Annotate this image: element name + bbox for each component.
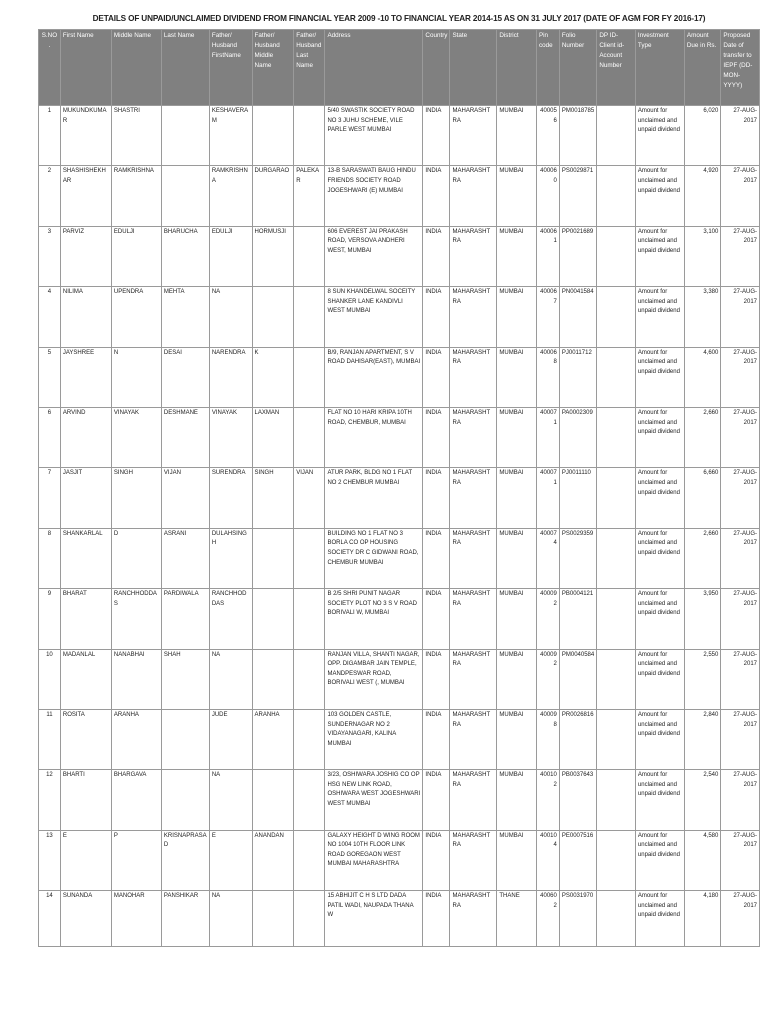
cell-state: MAHARASHTRA: [450, 166, 497, 226]
header-first-name: First Name: [60, 30, 111, 106]
cell-proposed-transfer-date: 27-AUG-2017: [721, 709, 760, 769]
cell-father-last-name: [294, 347, 325, 407]
cell-father-middle-name: ARANHA: [252, 709, 294, 769]
cell-country: INDIA: [423, 407, 450, 467]
cell-middle-name: P: [111, 830, 161, 890]
cell-pin-code: 400102: [536, 770, 559, 830]
cell-country: INDIA: [423, 891, 450, 947]
cell-middle-name: BHARGAVA: [111, 770, 161, 830]
cell-state: MAHARASHTRA: [450, 528, 497, 588]
cell-country: INDIA: [423, 649, 450, 709]
cell-folio-number: PB0004121: [559, 589, 597, 649]
cell-investment-type: Amount for unclaimed and unpaid dividend: [635, 649, 684, 709]
cell-amount-due: 3,950: [684, 589, 720, 649]
cell-first-name: ROSITA: [60, 709, 111, 769]
cell-proposed-transfer-date: 27-AUG-2017: [721, 166, 760, 226]
cell-father-middle-name: [252, 589, 294, 649]
cell-district: MUMBAI: [497, 347, 537, 407]
cell-last-name: [161, 770, 209, 830]
cell-father-last-name: [294, 589, 325, 649]
cell-first-name: MUKUNDKUMAR: [60, 106, 111, 166]
cell-middle-name: RAMKRISHNA: [111, 166, 161, 226]
cell-district: THANE: [497, 891, 537, 947]
cell-country: INDIA: [423, 709, 450, 769]
cell-proposed-transfer-date: 27-AUG-2017: [721, 226, 760, 286]
cell-country: INDIA: [423, 468, 450, 528]
cell-investment-type: Amount for unclaimed and unpaid dividend: [635, 407, 684, 467]
cell-last-name: KRISNAPRASAD: [161, 830, 209, 890]
cell-district: MUMBAI: [497, 649, 537, 709]
cell-investment-type: Amount for unclaimed and unpaid dividend: [635, 226, 684, 286]
cell-father-last-name: [294, 106, 325, 166]
cell-last-name: [161, 166, 209, 226]
cell-pin-code: 400056: [536, 106, 559, 166]
cell-pin-code: 400068: [536, 347, 559, 407]
cell-sno: 13: [39, 830, 61, 890]
cell-father-last-name: [294, 830, 325, 890]
cell-last-name: PANSHIKAR: [161, 891, 209, 947]
cell-father-first-name: E: [209, 830, 252, 890]
cell-dp-id-client-id: [597, 347, 636, 407]
cell-amount-due: 3,380: [684, 287, 720, 347]
cell-amount-due: 4,920: [684, 166, 720, 226]
cell-investment-type: Amount for unclaimed and unpaid dividend: [635, 830, 684, 890]
cell-father-middle-name: [252, 891, 294, 947]
cell-dp-id-client-id: [597, 166, 636, 226]
cell-state: MAHARASHTRA: [450, 226, 497, 286]
cell-pin-code: 400071: [536, 407, 559, 467]
cell-address: 5/40 SWASTIK SOCIETY ROAD NO 3 JUHU SCHEME, VILE PARLE WEST MUMBAI: [325, 106, 423, 166]
unclaimed-dividend-table: [38, 29, 760, 947]
cell-state: MAHARASHTRA: [450, 287, 497, 347]
cell-father-first-name: NA: [209, 770, 252, 830]
cell-father-last-name: [294, 226, 325, 286]
cell-last-name: SHAH: [161, 649, 209, 709]
cell-dp-id-client-id: [597, 226, 636, 286]
cell-folio-number: PE0007516: [559, 830, 597, 890]
cell-district: MUMBAI: [497, 468, 537, 528]
table-row: [39, 770, 760, 830]
cell-first-name: BHARAT: [60, 589, 111, 649]
cell-middle-name: VINAYAK: [111, 407, 161, 467]
cell-amount-due: 2,660: [684, 528, 720, 588]
header-state: State: [450, 30, 497, 106]
cell-investment-type: Amount for unclaimed and unpaid dividend: [635, 468, 684, 528]
cell-amount-due: 2,840: [684, 709, 720, 769]
cell-first-name: SUNANDA: [60, 891, 111, 947]
cell-father-middle-name: [252, 528, 294, 588]
cell-folio-number: PA0002309: [559, 407, 597, 467]
header-investment-type: Investment Type: [635, 30, 684, 106]
cell-sno: 2: [39, 166, 61, 226]
cell-last-name: BHARUCHA: [161, 226, 209, 286]
cell-amount-due: 4,580: [684, 830, 720, 890]
cell-dp-id-client-id: [597, 528, 636, 588]
cell-investment-type: Amount for unclaimed and unpaid dividend: [635, 106, 684, 166]
cell-country: INDIA: [423, 347, 450, 407]
cell-address: GALAXY HEIGHT D WING ROOM NO 1004 10TH FLOOR LINK ROAD GOREGAON WEST MUMBAI MAHARASHTRA: [325, 830, 423, 890]
cell-state: MAHARASHTRA: [450, 830, 497, 890]
table-row: [39, 528, 760, 588]
cell-folio-number: PJ0011110: [559, 468, 597, 528]
cell-last-name: ASRANI: [161, 528, 209, 588]
cell-investment-type: Amount for unclaimed and unpaid dividend: [635, 709, 684, 769]
table-row: [39, 166, 760, 226]
cell-address: 8 SUN KHANDELWAL SOCEITY SHANKER LANE KANDIVLI WEST MUMBAI: [325, 287, 423, 347]
cell-amount-due: 6,020: [684, 106, 720, 166]
cell-first-name: SHANKARLAL: [60, 528, 111, 588]
cell-state: MAHARASHTRA: [450, 589, 497, 649]
cell-state: MAHARASHTRA: [450, 407, 497, 467]
cell-address: 103 GOLDEN CASTLE, SUNDERNAGAR NO 2 VIDAYANAGARI, KALINA MUMBAI: [325, 709, 423, 769]
cell-district: MUMBAI: [497, 528, 537, 588]
cell-dp-id-client-id: [597, 770, 636, 830]
cell-address: 15 ABHIJIT C H S LTD DADA PATIL WADI, NAUPADA THANA W: [325, 891, 423, 947]
cell-proposed-transfer-date: 27-AUG-2017: [721, 468, 760, 528]
header-dp-id-client-id: DP ID-Client id- Account Number: [597, 30, 636, 106]
header-address: Address: [325, 30, 423, 106]
cell-last-name: DESAI: [161, 347, 209, 407]
cell-sno: 4: [39, 287, 61, 347]
cell-middle-name: EDULJI: [111, 226, 161, 286]
table-row: [39, 649, 760, 709]
header-amount-due: Amount Due in Rs.: [684, 30, 720, 106]
cell-pin-code: 400071: [536, 468, 559, 528]
cell-middle-name: UPENDRA: [111, 287, 161, 347]
cell-investment-type: Amount for unclaimed and unpaid dividend: [635, 770, 684, 830]
cell-amount-due: 3,100: [684, 226, 720, 286]
cell-sno: 6: [39, 407, 61, 467]
cell-dp-id-client-id: [597, 407, 636, 467]
cell-district: MUMBAI: [497, 709, 537, 769]
cell-country: INDIA: [423, 226, 450, 286]
cell-folio-number: PM0040584: [559, 649, 597, 709]
cell-middle-name: SINGH: [111, 468, 161, 528]
table-row: [39, 468, 760, 528]
cell-district: MUMBAI: [497, 407, 537, 467]
cell-proposed-transfer-date: 27-AUG-2017: [721, 770, 760, 830]
cell-district: MUMBAI: [497, 589, 537, 649]
cell-amount-due: 2,540: [684, 770, 720, 830]
cell-pin-code: 400060: [536, 166, 559, 226]
cell-investment-type: Amount for unclaimed and unpaid dividend: [635, 287, 684, 347]
cell-folio-number: PN0041584: [559, 287, 597, 347]
cell-father-middle-name: K: [252, 347, 294, 407]
cell-sno: 14: [39, 891, 61, 947]
cell-father-middle-name: [252, 287, 294, 347]
cell-amount-due: 4,600: [684, 347, 720, 407]
cell-first-name: E: [60, 830, 111, 890]
cell-last-name: PARDIWALA: [161, 589, 209, 649]
cell-folio-number: PJ0011712: [559, 347, 597, 407]
cell-address: B/9, RANJAN APARTMENT, S V ROAD DAHISAR(EAST), MUMBAI: [325, 347, 423, 407]
cell-amount-due: 2,660: [684, 407, 720, 467]
header-district: District: [497, 30, 537, 106]
cell-pin-code: 400092: [536, 649, 559, 709]
cell-father-last-name: VIJAN: [294, 468, 325, 528]
header-last-name: Last Name: [161, 30, 209, 106]
header-father-middle-name: Father/ Husband Middle Name: [252, 30, 294, 106]
cell-district: MUMBAI: [497, 287, 537, 347]
cell-address: FLAT NO 10 HARI KRIPA 10TH ROAD, CHEMBUR, MUMBAI: [325, 407, 423, 467]
header-folio-number: Folio Number: [559, 30, 597, 106]
cell-pin-code: 400602: [536, 891, 559, 947]
cell-folio-number: PS0029359: [559, 528, 597, 588]
cell-proposed-transfer-date: 27-AUG-2017: [721, 830, 760, 890]
cell-father-first-name: JUDE: [209, 709, 252, 769]
cell-father-first-name: SURENDRA: [209, 468, 252, 528]
cell-last-name: VIJAN: [161, 468, 209, 528]
cell-middle-name: NANABHAI: [111, 649, 161, 709]
table-body: [39, 106, 760, 947]
cell-address: RANJAN VILLA, SHANTI NAGAR, OPP. DIGAMBAR JAIN TEMPLE, MANDPESWAR ROAD, BORIVALI WEST (, MUMBAI: [325, 649, 423, 709]
cell-father-middle-name: SINGH: [252, 468, 294, 528]
cell-address: 13-B SARASWATI BAUG HINDU FRIENDS SOCIETY ROAD JOGESHWARI (E) MUMBAI: [325, 166, 423, 226]
header-country: Country: [423, 30, 450, 106]
cell-pin-code: 400074: [536, 528, 559, 588]
cell-amount-due: 6,660: [684, 468, 720, 528]
cell-address: ATUR PARK, BLDG NO 1 FLAT NO 2 CHEMBUR MUMBAI: [325, 468, 423, 528]
cell-pin-code: 400067: [536, 287, 559, 347]
cell-father-first-name: VINAYAK: [209, 407, 252, 467]
cell-district: MUMBAI: [497, 226, 537, 286]
cell-dp-id-client-id: [597, 891, 636, 947]
cell-folio-number: PB0037643: [559, 770, 597, 830]
cell-middle-name: N: [111, 347, 161, 407]
cell-middle-name: ARANHA: [111, 709, 161, 769]
cell-investment-type: Amount for unclaimed and unpaid dividend: [635, 589, 684, 649]
cell-investment-type: Amount for unclaimed and unpaid dividend: [635, 891, 684, 947]
cell-address: 3/23, OSHIWARA JOSHIG CO OP HSG NEW LINK ROAD, OSHIWARA WEST JOGESHWARI WEST MUMBAI: [325, 770, 423, 830]
cell-sno: 3: [39, 226, 61, 286]
cell-father-middle-name: [252, 106, 294, 166]
cell-father-first-name: DULAHSINGH: [209, 528, 252, 588]
cell-amount-due: 4,180: [684, 891, 720, 947]
cell-sno: 7: [39, 468, 61, 528]
cell-father-last-name: [294, 649, 325, 709]
cell-first-name: JASJIT: [60, 468, 111, 528]
cell-first-name: BHARTI: [60, 770, 111, 830]
table-row: [39, 347, 760, 407]
cell-proposed-transfer-date: 27-AUG-2017: [721, 891, 760, 947]
cell-state: MAHARASHTRA: [450, 468, 497, 528]
cell-middle-name: D: [111, 528, 161, 588]
cell-folio-number: PM0018785: [559, 106, 597, 166]
cell-dp-id-client-id: [597, 106, 636, 166]
cell-father-middle-name: [252, 649, 294, 709]
cell-dp-id-client-id: [597, 830, 636, 890]
cell-country: INDIA: [423, 106, 450, 166]
cell-dp-id-client-id: [597, 287, 636, 347]
cell-proposed-transfer-date: 27-AUG-2017: [721, 528, 760, 588]
cell-father-first-name: NA: [209, 649, 252, 709]
cell-proposed-transfer-date: 27-AUG-2017: [721, 589, 760, 649]
cell-last-name: [161, 106, 209, 166]
cell-dp-id-client-id: [597, 709, 636, 769]
cell-first-name: SHASHISHEKHAR: [60, 166, 111, 226]
cell-first-name: MADANLAL: [60, 649, 111, 709]
table-header-row: [39, 30, 760, 106]
cell-state: MAHARASHTRA: [450, 347, 497, 407]
cell-pin-code: 400061: [536, 226, 559, 286]
cell-sno: 1: [39, 106, 61, 166]
table-row: [39, 106, 760, 166]
cell-district: MUMBAI: [497, 770, 537, 830]
cell-country: INDIA: [423, 287, 450, 347]
cell-country: INDIA: [423, 528, 450, 588]
cell-middle-name: SHASTRI: [111, 106, 161, 166]
cell-country: INDIA: [423, 166, 450, 226]
cell-father-first-name: RAMKRISHNA: [209, 166, 252, 226]
cell-country: INDIA: [423, 830, 450, 890]
cell-investment-type: Amount for unclaimed and unpaid dividend: [635, 347, 684, 407]
cell-sno: 9: [39, 589, 61, 649]
cell-pin-code: 400098: [536, 709, 559, 769]
cell-folio-number: PR0026816: [559, 709, 597, 769]
table-row: [39, 407, 760, 467]
cell-proposed-transfer-date: 27-AUG-2017: [721, 347, 760, 407]
cell-folio-number: PS0029871: [559, 166, 597, 226]
cell-proposed-transfer-date: 27-AUG-2017: [721, 106, 760, 166]
cell-first-name: PARVIZ: [60, 226, 111, 286]
table-row: [39, 830, 760, 890]
cell-folio-number: PP0021689: [559, 226, 597, 286]
cell-district: MUMBAI: [497, 106, 537, 166]
cell-father-middle-name: ANANDAN: [252, 830, 294, 890]
cell-first-name: NILIMA: [60, 287, 111, 347]
header-father-first-name: Father/ Husband FirstName: [209, 30, 252, 106]
cell-proposed-transfer-date: 27-AUG-2017: [721, 287, 760, 347]
cell-father-first-name: NARENDRA: [209, 347, 252, 407]
table-row: [39, 287, 760, 347]
cell-father-last-name: PALEKAR: [294, 166, 325, 226]
table-row: [39, 891, 760, 947]
cell-state: MAHARASHTRA: [450, 106, 497, 166]
cell-dp-id-client-id: [597, 468, 636, 528]
cell-father-first-name: EDULJI: [209, 226, 252, 286]
cell-father-last-name: [294, 528, 325, 588]
cell-father-first-name: KESHAVERAM: [209, 106, 252, 166]
cell-father-first-name: RANCHHODDAS: [209, 589, 252, 649]
cell-state: MAHARASHTRA: [450, 770, 497, 830]
cell-father-last-name: [294, 891, 325, 947]
cell-middle-name: RANCHHODDAS: [111, 589, 161, 649]
cell-last-name: [161, 709, 209, 769]
header-father-last-name: Father/ Husband Last Name: [294, 30, 325, 106]
cell-father-last-name: [294, 287, 325, 347]
cell-state: MAHARASHTRA: [450, 891, 497, 947]
header-middle-name: Middle Name: [111, 30, 161, 106]
cell-pin-code: 400104: [536, 830, 559, 890]
cell-investment-type: Amount for unclaimed and unpaid dividend: [635, 166, 684, 226]
cell-father-first-name: NA: [209, 891, 252, 947]
cell-sno: 12: [39, 770, 61, 830]
cell-sno: 5: [39, 347, 61, 407]
header-pin-code: Pin code: [536, 30, 559, 106]
table-row: [39, 709, 760, 769]
cell-father-last-name: [294, 709, 325, 769]
cell-dp-id-client-id: [597, 649, 636, 709]
table-row: [39, 589, 760, 649]
cell-pin-code: 400092: [536, 589, 559, 649]
header-proposed-transfer-date: Proposed Date of transfer to IEPF (DD-MON-YYYY): [721, 30, 760, 106]
cell-first-name: JAYSHREE: [60, 347, 111, 407]
cell-dp-id-client-id: [597, 589, 636, 649]
cell-proposed-transfer-date: 27-AUG-2017: [721, 407, 760, 467]
cell-address: B 2/5 SHRI PUNIT NAGAR SOCIETY PLOT NO 3 S V ROAD BORIVALI W, MUMBAI: [325, 589, 423, 649]
cell-father-middle-name: HORMUSJI: [252, 226, 294, 286]
cell-father-middle-name: DURGARAO: [252, 166, 294, 226]
cell-father-last-name: [294, 407, 325, 467]
cell-sno: 8: [39, 528, 61, 588]
cell-state: MAHARASHTRA: [450, 649, 497, 709]
document-title: DETAILS OF UNPAID/UNCLAIMED DIVIDEND FROM FINANCIAL YEAR 2009 -10 TO FINANCIAL YEAR 2014-15 AS ON 31 JULY 2017 (DATE OF AGM FOR FY 2016-17): [92, 14, 706, 23]
cell-country: INDIA: [423, 589, 450, 649]
cell-folio-number: PS0031970: [559, 891, 597, 947]
cell-address: BUILDING NO 1 FLAT NO 3 BORLA CO OP HOUSING SOCIETY DR C GIDWANI ROAD, CHEMBUR MUMBAI: [325, 528, 423, 588]
cell-sno: 11: [39, 709, 61, 769]
cell-state: MAHARASHTRA: [450, 709, 497, 769]
cell-district: MUMBAI: [497, 166, 537, 226]
cell-middle-name: MANOHAR: [111, 891, 161, 947]
cell-father-first-name: NA: [209, 287, 252, 347]
cell-sno: 10: [39, 649, 61, 709]
cell-father-last-name: [294, 770, 325, 830]
cell-amount-due: 2,550: [684, 649, 720, 709]
cell-country: INDIA: [423, 770, 450, 830]
cell-investment-type: Amount for unclaimed and unpaid dividend: [635, 528, 684, 588]
cell-father-middle-name: [252, 770, 294, 830]
cell-proposed-transfer-date: 27-AUG-2017: [721, 649, 760, 709]
cell-district: MUMBAI: [497, 830, 537, 890]
cell-last-name: DESHMANE: [161, 407, 209, 467]
cell-address: 606 EVEREST JAI PRAKASH ROAD, VERSOVA ANDHERI WEST, MUMBAI: [325, 226, 423, 286]
table-row: [39, 226, 760, 286]
header-sno: S.NO.: [39, 30, 61, 106]
cell-father-middle-name: LAXMAN: [252, 407, 294, 467]
cell-last-name: MEHTA: [161, 287, 209, 347]
cell-first-name: ARVIND: [60, 407, 111, 467]
